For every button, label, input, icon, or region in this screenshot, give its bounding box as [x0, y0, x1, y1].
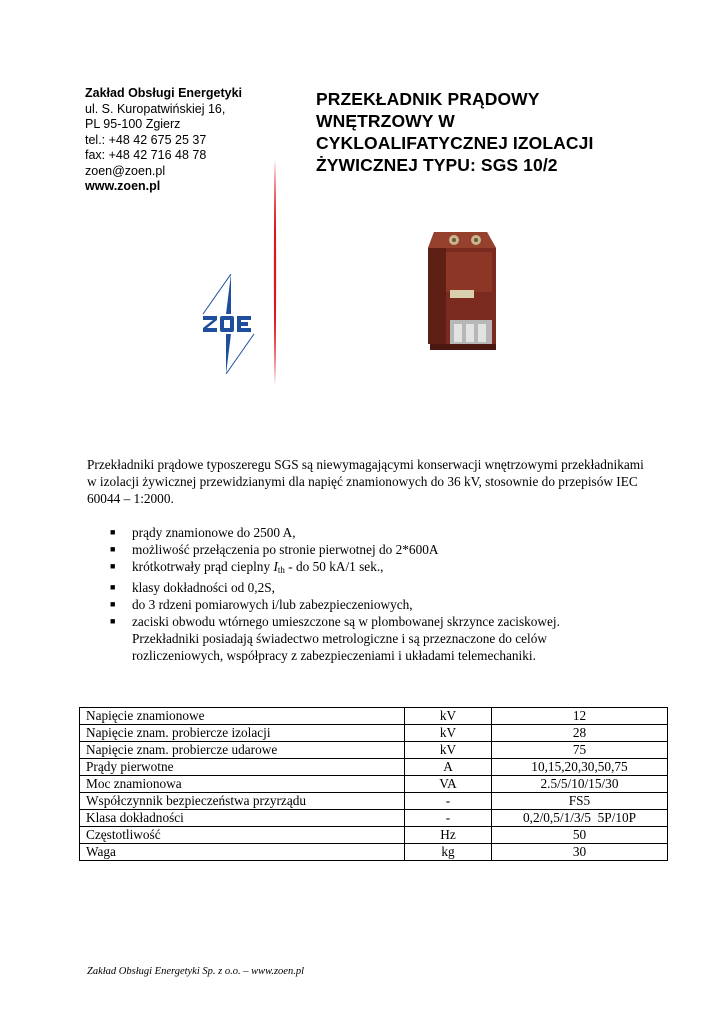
param-cell: Współczynnik bezpieczeństwa przyrządu: [80, 793, 405, 810]
spec-table: [79, 707, 668, 861]
param-cell: Napięcie znam. probiercze izolacji: [80, 725, 405, 742]
table-row: [80, 708, 668, 725]
value-cell: 10,15,20,30,50,75: [492, 759, 668, 776]
company-city: PL 95-100 Zgierz: [85, 117, 181, 131]
bullet-marker: ■: [110, 616, 116, 626]
table-row: [80, 793, 668, 810]
company-tel: tel.: +48 42 675 25 37: [85, 132, 207, 147]
title-line: PRZEKŁADNIK PRĄDOWY: [316, 89, 540, 109]
bullet-marker: ■: [110, 561, 116, 571]
param-cell: Napięcie znam. probiercze udarowe: [80, 742, 405, 759]
company-fax: fax: +48 42 716 48 78: [85, 148, 207, 162]
unit-cell: kV: [405, 708, 492, 725]
value-cell: 0,2/0,5/1/3/5 5P/10P: [492, 810, 668, 827]
unit-cell: A: [405, 759, 492, 776]
title-line: CYKLOALIFATYCZNEJ IZOLACJI: [316, 133, 594, 153]
document-title: [316, 88, 656, 176]
list-item: ■ zaciski obwodu wtórnego umieszczone są w plombowanej skrzynce zaciskowej. Przekładniki posiadają świadectwo metrologiczne i są przeznaczone do celów rozliczeniowych, współpracy z zabezpieczeniami i układami telemechaniki.: [110, 614, 560, 663]
company-address: [85, 86, 242, 195]
list-item: ■ do 3 rdzeni pomiarowych i/lub zabezpieczeniowych,: [110, 597, 413, 612]
table-row: [80, 844, 668, 861]
company-email: zoen@zoen.pl: [85, 163, 166, 178]
unit-cell: -: [405, 810, 492, 827]
intro-paragraph: Przekładniki prądowe typoszeregu SGS są niewymagającymi konserwacji wnętrzowymi przekładnikami w izolacji żywicznej przewidzianymi dla napięć znamionowych do 36 kV, stosownie do przepisów IEC 60044 – 1:2000.: [87, 457, 644, 506]
unit-cell: VA: [405, 776, 492, 793]
param-cell: Napięcie znamionowe: [80, 708, 405, 725]
table-row: [80, 759, 668, 776]
red-divider-line: [270, 160, 280, 385]
bullet-marker: ■: [110, 527, 116, 537]
value-cell: 75: [492, 742, 668, 759]
table-row: [80, 827, 668, 844]
company-name: Zakład Obsługi Energetyki: [85, 86, 242, 100]
param-cell: Prądy pierwotne: [80, 759, 405, 776]
param-cell: Waga: [80, 844, 405, 861]
company-street: ul. S. Kuropatwińskiej 16,: [85, 101, 226, 116]
table-row: [80, 742, 668, 759]
unit-cell: kV: [405, 725, 492, 742]
unit-cell: kg: [405, 844, 492, 861]
title-line: ŻYWICZNEJ TYPU: SGS 10/2: [316, 155, 558, 175]
value-cell: 30: [492, 844, 668, 861]
feature-list: [110, 524, 630, 664]
thermal-current-symbol: I: [273, 559, 278, 574]
value-cell: 28: [492, 725, 668, 742]
list-item: ■ krótkotrwały prąd cieplny Ith - do 50 kA/1 sek.,: [110, 559, 384, 575]
table-row: [80, 776, 668, 793]
unit-cell: Hz: [405, 827, 492, 844]
zoe-logo: [200, 274, 256, 374]
value-cell: 2.5/5/10/15/30: [492, 776, 668, 793]
unit-cell: kV: [405, 742, 492, 759]
table-row: [80, 725, 668, 742]
param-cell: Moc znamionowa: [80, 776, 405, 793]
bullet-marker: ■: [110, 599, 116, 609]
list-item: ■ prądy znamionowe do 2500 A,: [110, 525, 296, 540]
bullet-marker: ■: [110, 544, 116, 554]
value-cell: FS5: [492, 793, 668, 810]
title-line: WNĘTRZOWY W: [316, 111, 455, 131]
transformer-photo: [420, 232, 505, 367]
table-row: [80, 810, 668, 827]
param-cell: Klasa dokładności: [80, 810, 405, 827]
list-item: ■ klasy dokładności od 0,2S,: [110, 580, 275, 595]
bullet-marker: ■: [110, 582, 116, 592]
list-item: ■ możliwość przełączenia po stronie pierwotnej do 2*600A: [110, 542, 439, 557]
company-www: www.zoen.pl: [85, 179, 161, 193]
value-cell: 50: [492, 827, 668, 844]
unit-cell: -: [405, 793, 492, 810]
value-cell: 12: [492, 708, 668, 725]
page-footer: Zakład Obsługi Energetyki Sp. z o.o. – www.zoen.pl: [87, 966, 304, 977]
thermal-current-subscript: th: [277, 565, 285, 575]
param-cell: Częstotliwość: [80, 827, 405, 844]
